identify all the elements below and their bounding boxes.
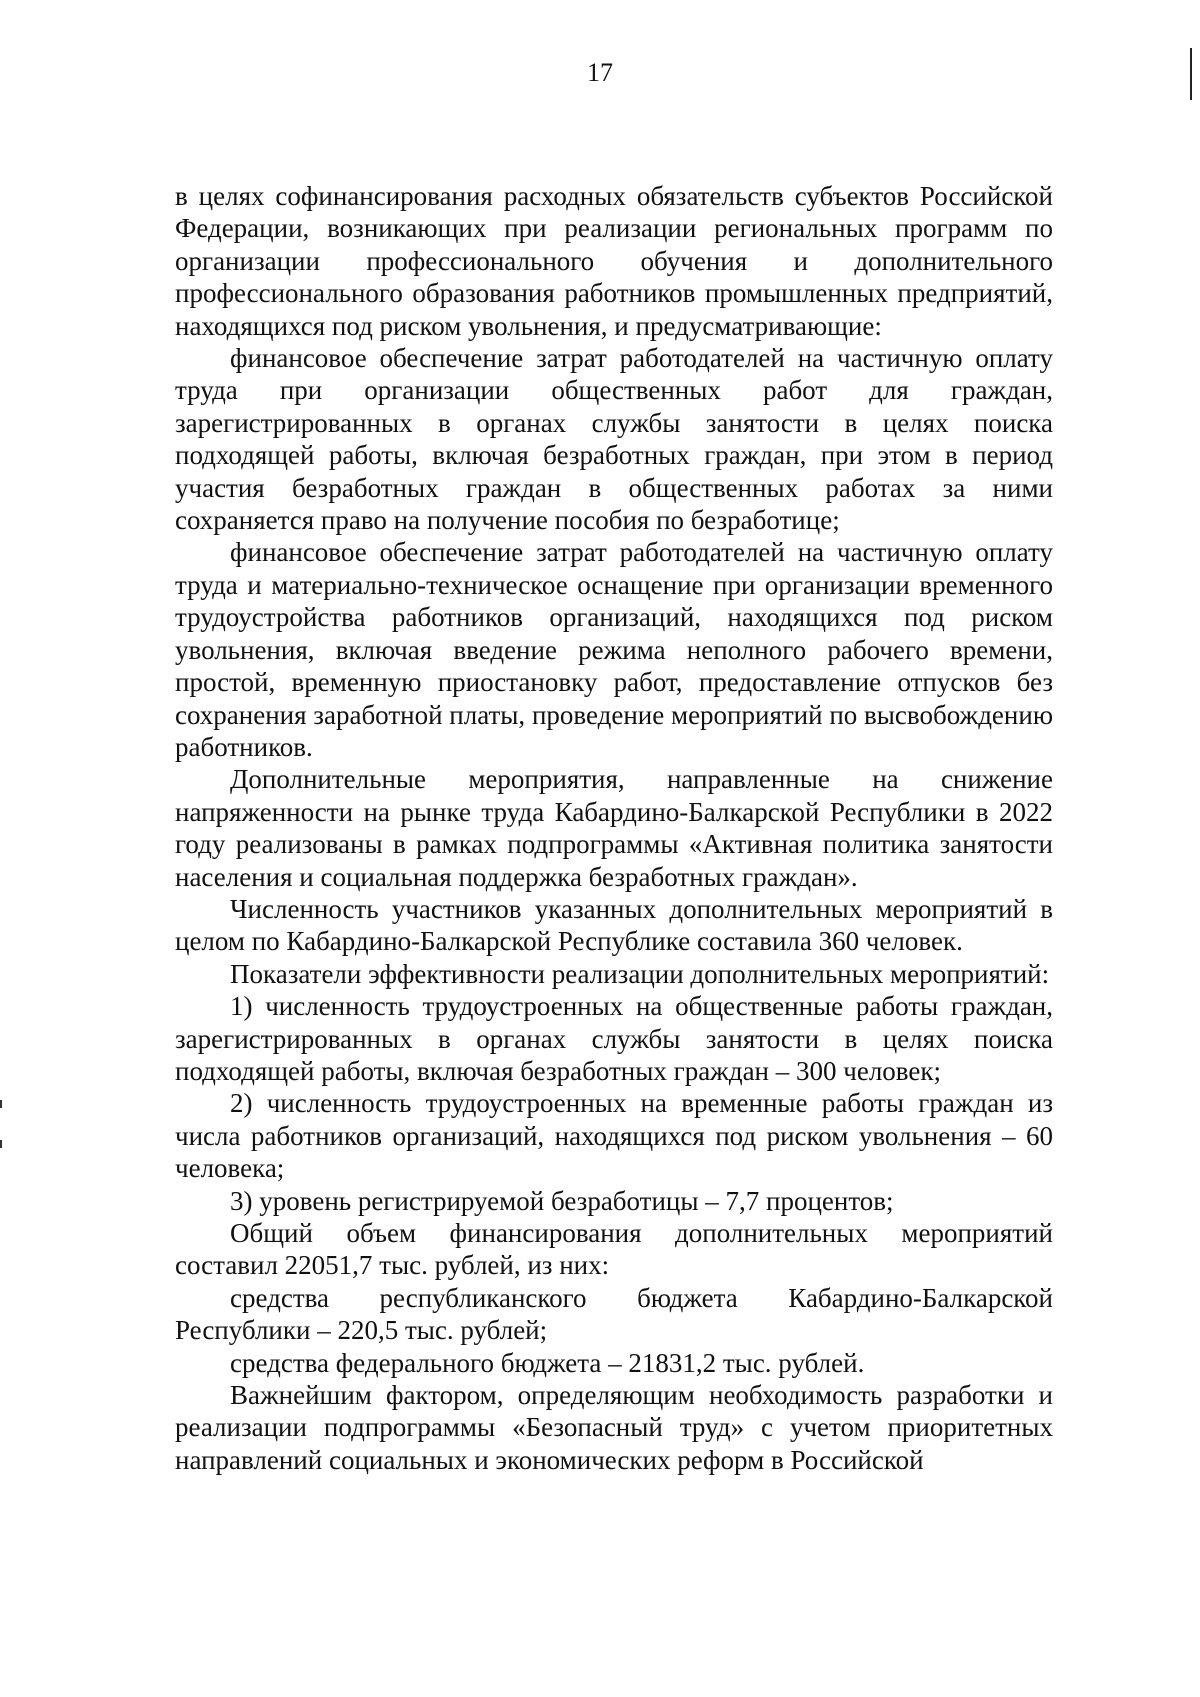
scan-mark [0, 1140, 2, 1148]
list-item: 2) численность трудоустроенных на временные работы граждан из числа работников организаций, находящихся под риском увольнения – 60 человека; [175, 1088, 1053, 1184]
paragraph: средства республиканского бюджета Кабардино-Балкарской Республики – 220,5 тыс. рублей; [175, 1282, 1053, 1346]
paragraph: средства федерального бюджета – 21831,2 тыс. рублей. [230, 1347, 865, 1378]
page-number: 17 [587, 58, 613, 87]
scan-mark [1190, 48, 1192, 100]
list-item: 3) уровень регистрируемой безработицы – 7,7 процентов; [230, 1185, 894, 1216]
scan-mark [0, 1100, 2, 1108]
paragraph: Показатели эффективности реализации дополнительных мероприятий: [230, 958, 1050, 989]
paragraph: Общий объем финансирования дополнительных мероприятий составил 22051,7 тыс. рублей, из них: [175, 1218, 1053, 1281]
paragraph: в целях софинансирования расходных обязательств субъектов Российской Федерации, возникающих при реализации региональных программ по организации профессионального обучения и дополнительного профессионального образования работников промышленных предприятий, находящихся под риском увольнения, и предусматривающие: [175, 181, 1053, 341]
paragraph: финансовое обеспечение затрат работодателей на частичную оплату труда и материально-техническое оснащение при организации временного трудоустройства работников организаций, находящихся под риском увольнения, включая введение режима неполного рабочего времени, простой, временную приостановку работ, предоставление отпусков без сохранения заработной платы, проведение мероприятий по высвобождению работников. [175, 537, 1053, 762]
paragraph: финансовое обеспечение затрат работодателей на частичную оплату труда при организации общественных работ для граждан, зарегистрированных в органах службы занятости в целях поиска подходящей работы, включая безработных граждан, при этом в период участия безработных граждан в общественных работах за ними сохраняется право на получение пособия по безработице; [175, 343, 1053, 536]
list-item: 1) численность трудоустроенных на общественные работы граждан, зарегистрированных в органах службы занятости в целях поиска подходящей работы, включая безработных граждан – 300 человек; [175, 991, 1053, 1086]
paragraph: Важнейшим фактором, определяющим необходимость разработки и реализации подпрограммы «Безопасный труд» с учетом приоритетных направлений социальных и экономических реформ в Российской [175, 1380, 1053, 1475]
paragraph: Численность участников указанных дополнительных мероприятий в целом по Кабардино-Балкарской Республике составила 360 человек. [175, 893, 1053, 957]
paragraph: Дополнительные мероприятия, направленные на снижение напряженности на рынке труда Кабардино-Балкарской Республики в 2022 году реализованы в рамках подпрограммы «Активная политика занятости населения и социальная поддержка безработных граждан». [175, 764, 1053, 892]
document-body [175, 180, 1053, 1476]
